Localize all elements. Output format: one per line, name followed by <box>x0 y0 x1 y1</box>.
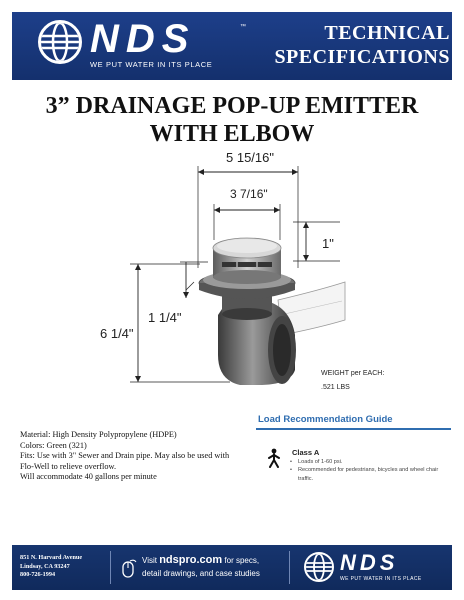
brand-logo-text: NDS <box>90 17 196 61</box>
visit-prefix: Visit <box>142 556 157 565</box>
spec-list <box>20 430 240 483</box>
dim-overall-height: 6 1/4" <box>100 326 134 341</box>
address-city: Lindsay, CA 93247 <box>20 562 70 570</box>
title-line1: 3” DRAINAGE POP-UP EMITTER <box>45 93 419 119</box>
trademark-mark: ™ <box>240 24 246 30</box>
title-line2: WITH ELBOW <box>149 121 315 147</box>
footer-logo-text: NDS <box>340 550 399 575</box>
company-address <box>20 554 82 580</box>
globe-logo-icon <box>304 552 334 582</box>
visit-description: detail drawings, and case studies <box>142 569 260 578</box>
document-type-line1: TECHNICAL <box>324 22 450 44</box>
globe-logo-icon <box>38 20 82 64</box>
load-guide-title: Load Recommendation Guide <box>258 414 393 425</box>
footer-divider <box>289 551 290 584</box>
dim-cap-width: 3 7/16" <box>230 187 268 201</box>
dim-lip: 1 1/4" <box>148 310 182 325</box>
spec-colors: Colors: Green (321) <box>20 440 87 450</box>
footer-banner <box>12 545 452 590</box>
spec-fits: Fits: Use with 3" Sewer and Drain pipe. May also be used with Flo-Well to relieve overflow. <box>20 451 230 471</box>
document-type <box>274 21 450 69</box>
visit-text <box>142 554 259 566</box>
footer-tagline: WE PUT WATER IN ITS PLACE <box>340 576 422 582</box>
document-type-line2: SPECIFICATIONS <box>274 46 450 68</box>
weight-value: .521 LBS <box>321 384 350 391</box>
visit-suffix: for specs, <box>224 556 260 565</box>
footer-divider <box>110 551 111 584</box>
pop-up-emitter-drawing <box>90 140 350 390</box>
weight-label: WEIGHT per EACH: <box>321 370 385 377</box>
address-phone: 800-726-1994 <box>20 571 56 579</box>
pedestrian-icon <box>266 448 282 468</box>
load-bullet: • Loads of 1-60 psi. <box>290 458 450 466</box>
dim-cap-height: 1" <box>322 236 334 251</box>
mouse-icon <box>120 559 138 579</box>
spec-material: Material: High Density Polypropylene (HDPE) <box>20 430 177 439</box>
load-guide-bullets <box>290 458 450 483</box>
dim-overall-width: 5 15/16" <box>226 150 274 165</box>
spec-capacity: Will accommodate 40 gallons per minute <box>20 472 157 482</box>
website-link[interactable]: ndspro.com <box>159 554 223 566</box>
brand-tagline: WE PUT WATER IN ITS PLACE <box>90 60 213 69</box>
load-guide-divider <box>256 428 451 430</box>
header-banner <box>12 12 452 80</box>
load-class-label: Class A <box>292 448 320 457</box>
load-bullet: • Recommended for pedestrians, bicycles and wheel chair traffic. <box>290 466 450 483</box>
address-street: 851 N. Harvard Avenue <box>20 554 83 561</box>
